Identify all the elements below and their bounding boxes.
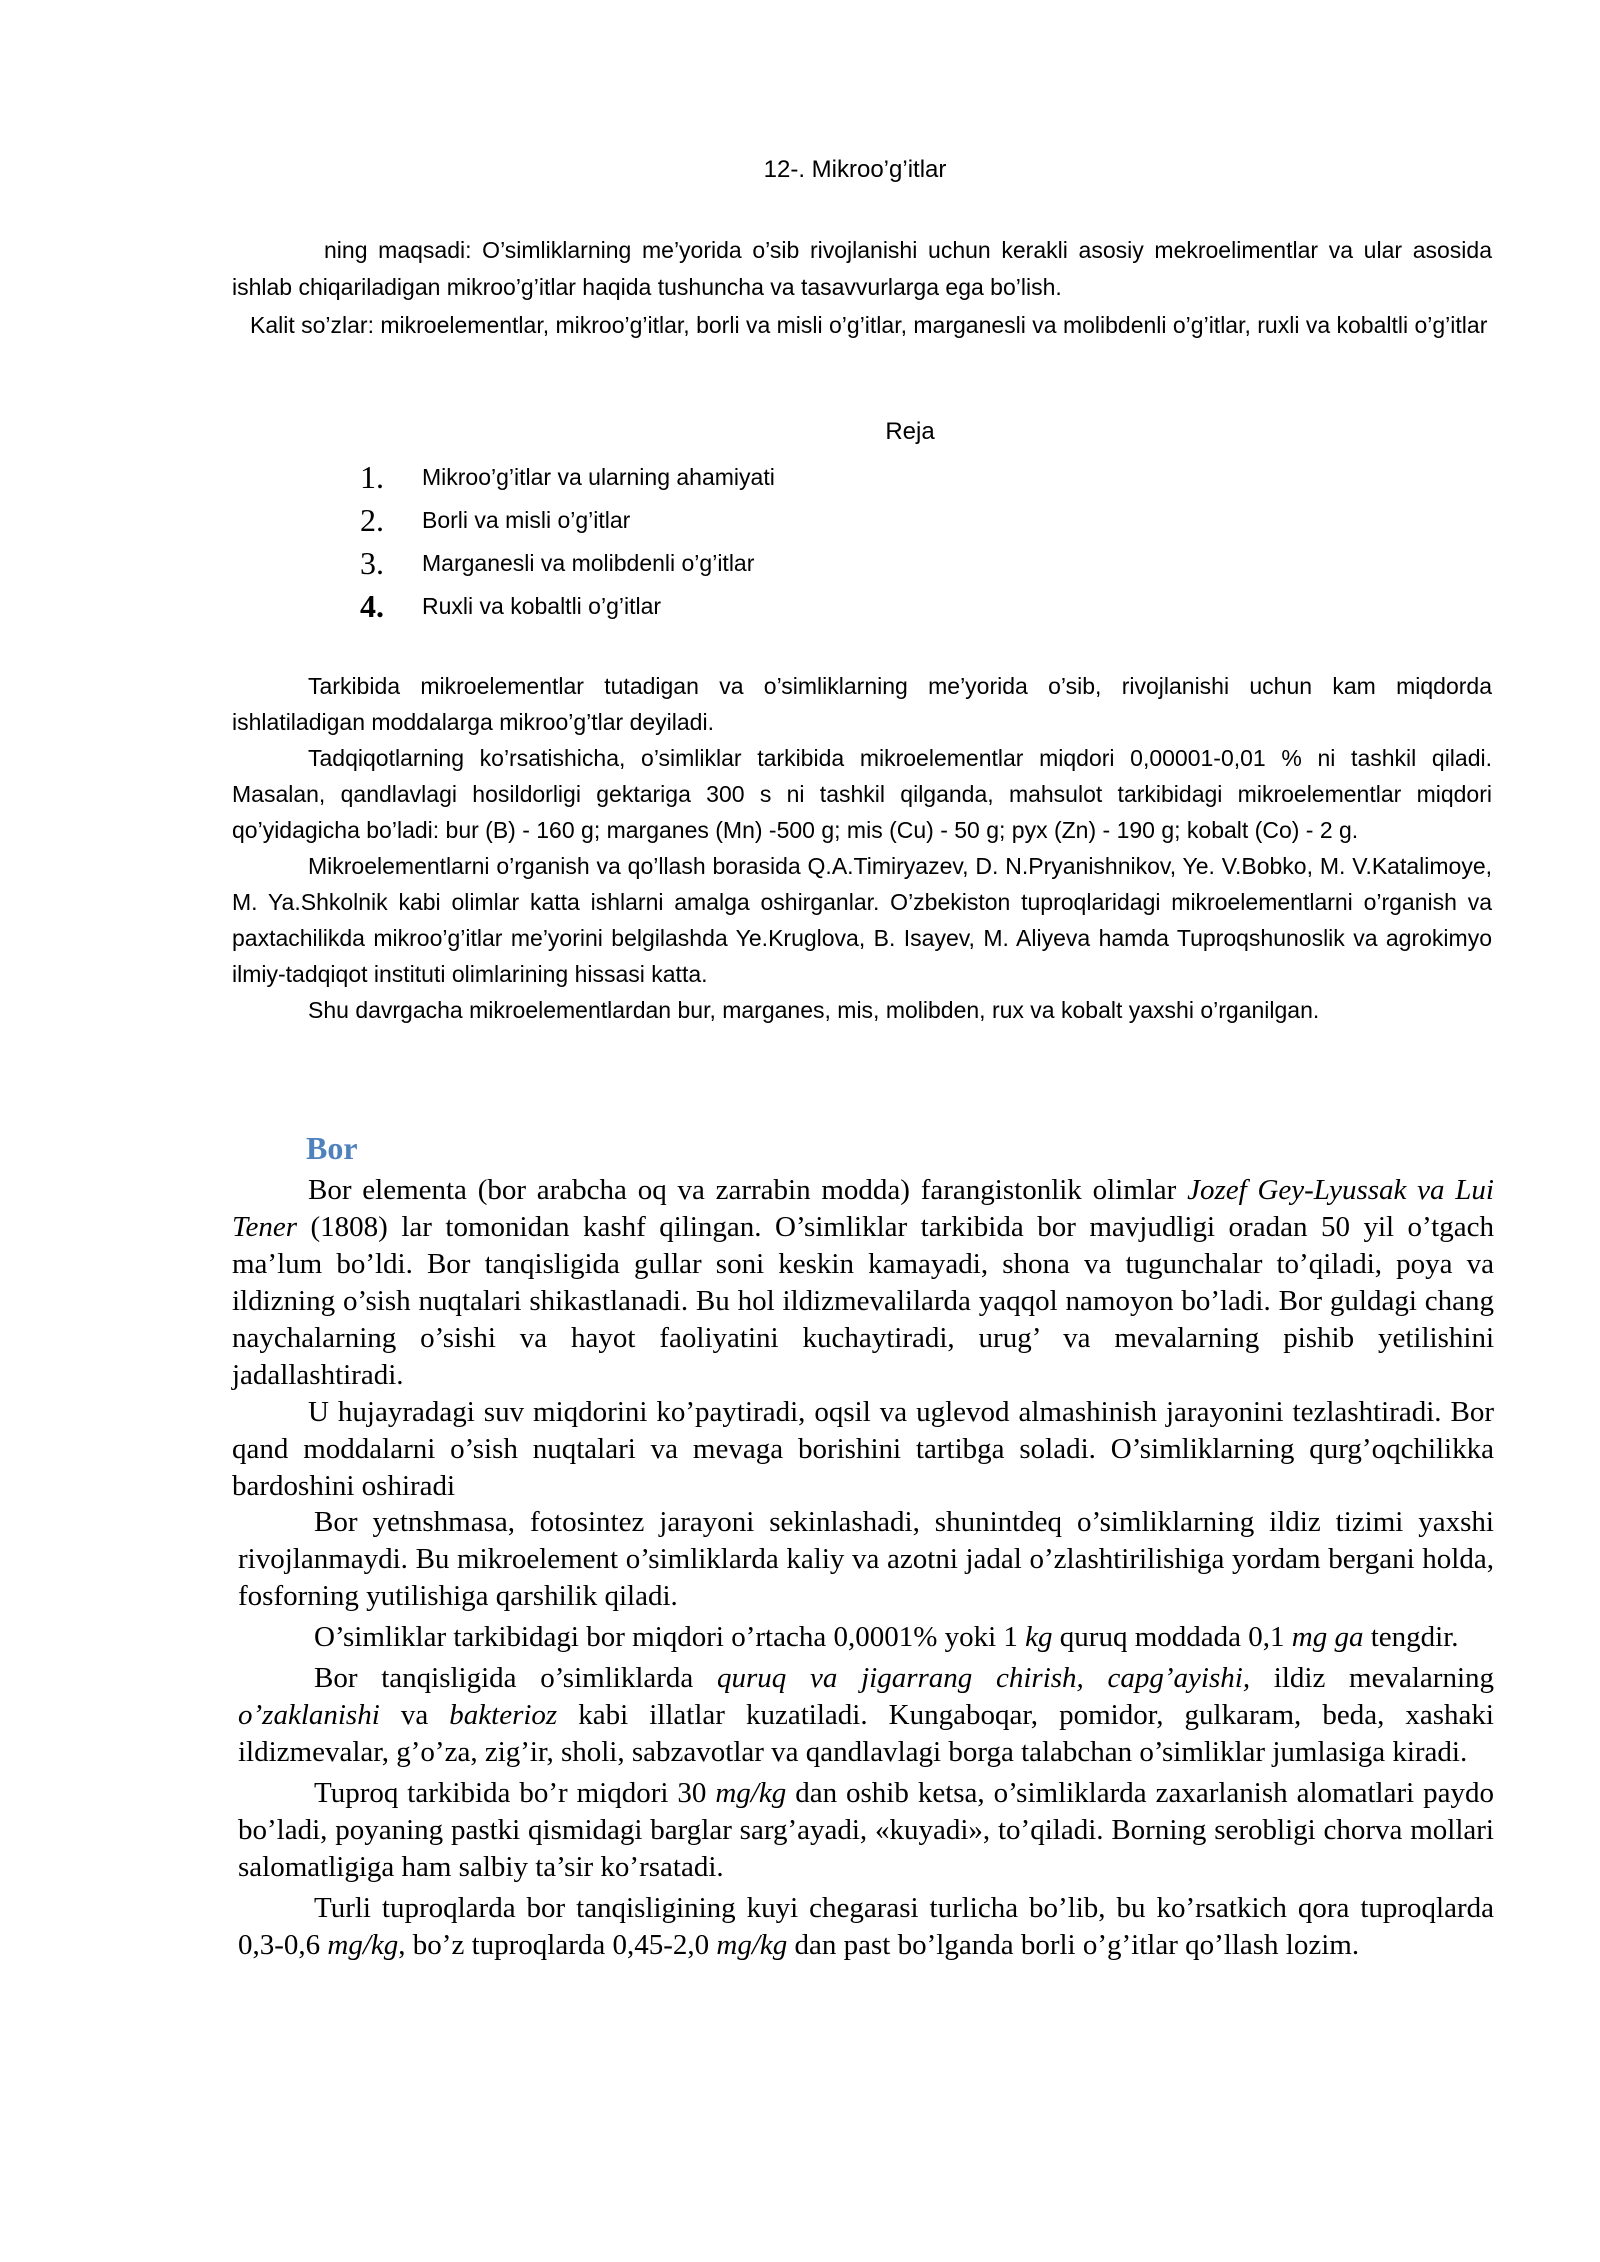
plan-item-text: Ruxli va kobaltli o’g’itlar [422,593,662,619]
intro-section [232,668,1492,1028]
plan-item-number: 1. [360,459,384,495]
plan-item [360,456,775,499]
text-run: Tuproq tarkibida bo’r miqdori 30 [314,1777,716,1809]
page-title: 12-. Mikroo’g’itlar [763,156,947,183]
text-run: Bor tanqisligida o’simliklarda [314,1662,717,1694]
italic-run: mg/kg [716,1929,788,1961]
bor-paragraph [238,1619,1494,1656]
plan-item-number: 3. [360,545,384,581]
text-run: quruq moddada 0,1 [1052,1621,1292,1653]
italic-run: kg [1025,1621,1053,1653]
plan-item [360,585,775,628]
bor-section-part2 [238,1504,1494,1968]
text-run: kabi illatlar kuzatiladi. Kungaboqar, pomidor, gulkaram, beda, xashaki ildizmevalar, g’o’za, zig’ir, sholi, sabzavotlar va qandlavlagi borga talabchan o’simliklar jumlasiga kiradi. [238,1699,1494,1768]
plan-list [360,456,775,628]
keywords-paragraph: Kalit so’zlar: mikroelementlar, mikroo’g’itlar, borli va misli o’g’itlar, marganesli va molibdenli o’g’itlar, ruxli va kobaltli o’g’itlar [250,312,1488,338]
plan-item-text: Borli va misli o’g’itlar [422,507,631,533]
text-run: (1808) lar tomonidan kashf qilingan. O’simliklar tarkibida bor mavjudligi oradan 50 yil o’tgach ma’lum bo’ldi. Bor tanqisligida gullar soni keskin kamayadi, shona va tugunchalar to’qiladi, poya va ildizning o’sish nuqtalari shikastlanadi. Bu hol ildizmevalilarda yaqqol namoyon bo’ladi. Bor guldagi chang naychalarning o’sishi va hayot faoliyatini kuchaytiradi, urug’ va mevalarning pishib yetilishini jadallashtiradi. [232,1211,1494,1391]
plan-item [360,542,775,585]
text-run: dan oshib ketsa, o’simliklarda zaxarlanish alomatlari paydo bo’ladi, poyaning pastki qismidagi barglar sarg’ayadi, «kuyadi», to’qiladi. Borning serobligi chorva mollari salomatligiga ham salbiy ta’sir ko’rsatadi. [238,1777,1494,1883]
italic-run: o’zaklanishi [238,1699,380,1731]
plan-item-text: Mikroo’g’itlar va ularning ahamiyati [422,464,775,490]
italic-run: mg ga [1291,1621,1364,1653]
intro-paragraph: Tarkibida mikroelementlar tutadigan va o’simliklarning me’yorida o’sib, rivojlanishi uchun kam miqdorda ishlatiladigan moddalarga mikroo’g’tlar deyiladi. [232,673,1492,735]
plan-item-number: 4. [360,588,384,624]
text-run: Bor elementa (bor arabcha oq va zarrabin modda) farangistonlik olimlar [308,1174,1188,1206]
bor-paragraph [238,1775,1494,1886]
plan-title: Reja [885,418,935,445]
bor-paragraph [232,1172,1494,1394]
section-heading-bor: Bor [306,1130,358,1166]
italic-run: mg/kg [327,1929,399,1961]
text-run: va [379,1699,450,1731]
bor-paragraph [238,1660,1494,1771]
italic-run: Jozef Gey-Lyussak va Lui Tener [232,1174,1494,1243]
intro-paragraph: Mikroelementlarni o’rganish va qo’llash borasida Q.A.Timiryazev, D. N.Pryanishnikov, Ye. V.Bobko, M. V.Katalimoye, M. Ya.Shkolnik kabi olimlar katta ishlarni amalga oshirganlar. O’zbekiston tuproqlaridagi mikroelementlarni o’rganish va paxtachilikda mikroo’g’itlar me’yorini belgilashda Ye.Kruglova, B. Isayev, M. Aliyeva hamda Tuproqshunoslik va agrokimyo ilmiy-tadqiqot instituti olimlarining hissasi katta. [232,853,1492,987]
bor-paragraph: Bor yetnshmasa, fotosintez jarayoni sekinlashadi, shunintdeq o’simliklarning ildiz tizimi yaxshi rivojlanmaydi. Bu mikroelement o’simliklarda kaliy va azotni jadal o’zlashtirilishiga yordam bergani holda, fosforning yutilishiga qarshilik qiladi. [238,1506,1494,1612]
text-run: O’simliklar tarkibidagi bor miqdori o’rtacha 0,0001% yoki 1 [314,1621,1026,1653]
intro-paragraph: Shu davrgacha mikroelementlardan bur, marganes, mis, molibden, rux va kobalt yaxshi o’rganilgan. [308,997,1320,1023]
text-run: dan past bo’lganda borli o’g’itlar qo’llash lozim. [787,1929,1360,1961]
plan-item [360,499,775,542]
text-run: , bo’z tuproqlarda 0,45-2,0 [398,1929,717,1961]
italic-run: bakterioz [449,1699,558,1731]
text-run: Turli tuproqlarda bor tanqisligining kuyi chegarasi turlicha bo’lib, bu ko’rsatkich qora tuproqlarda 0,3-0,6 [238,1892,1494,1961]
bor-paragraph: U hujayradagi suv miqdorini ko’paytiradi, oqsil va uglevod almashinish jarayonini tezlashtiradi. Bor qand moddalarni o’sish nuqtalari va mevaga borishini tartibga soladi. O’simliklarning qurg’oqchilikka bardoshini oshiradi [232,1396,1494,1502]
plan-item-number: 2. [360,502,384,538]
text-run: ildiz mevalarning [1250,1662,1494,1694]
intro-paragraph: Tadqiqotlarning ko’rsatishicha, o’simliklar tarkibida mikroelementlar miqdori 0,00001-0,01 % ni tashkil qiladi. Masalan, qandlavlagi hosildorligi gektariga 300 s ni tashkil qilganda, mahsulot tarkibidagi mikroelementlar miqdori qo’yidagicha bo’ladi: bur (B) - 160 g; marganes (Mn) -500 g; mis (Cu) - 50 g; pyx (Zn) - 190 g; kobalt (Co) - 2 g. [232,745,1492,843]
goal-text: ning maqsadi: O’simliklarning me’yorida o’sib rivojlanishi uchun kerakli asosiy mekroelimentlar va ular asosida ishlab chiqariladigan mikroo’g’itlar haqida tushuncha va tasavvurlarga ega bo’lish. [232,237,1492,300]
plan-item-text: Marganesli va molibdenli o’g’itlar [422,550,755,576]
italic-run: mg/kg [715,1777,787,1809]
bor-paragraph [238,1890,1494,1964]
goal-paragraph [232,232,1492,306]
text-run: tengdir. [1363,1621,1459,1653]
bor-section-part1 [232,1172,1494,1505]
italic-run: quruq va jigarrang chirish, capg’ayishi, [717,1662,1251,1694]
